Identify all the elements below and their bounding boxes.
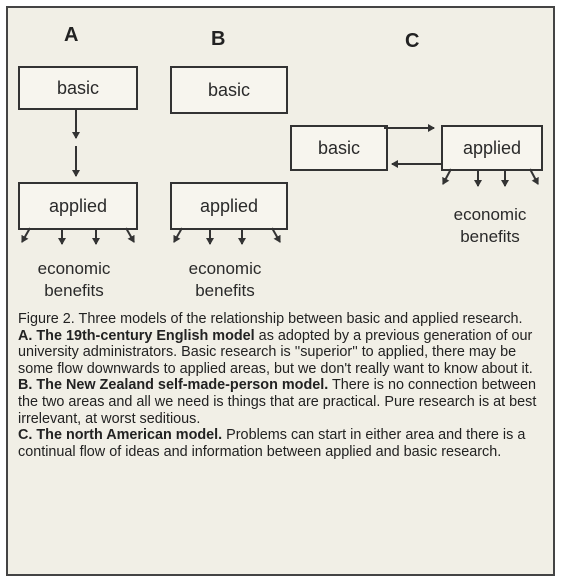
panel-c-benefit-arrow-1 <box>443 169 451 184</box>
caption-item-b-heading: B. The New Zealand self-made-person model. <box>18 377 329 394</box>
panel-label-b: B <box>211 28 226 50</box>
panel-c-benefits-line2: benefits <box>460 227 520 246</box>
panel-b-benefit-arrow-1 <box>174 228 182 242</box>
panel-a-applied-box: applied <box>18 182 138 230</box>
caption-item-c-heading: C. The north American model. <box>18 427 223 444</box>
panel-a-benefit-arrow-4 <box>126 228 134 242</box>
panel-a-benefits-line2: benefits <box>44 281 104 300</box>
panel-c-benefits-line1: economic <box>453 205 527 224</box>
panel-b-applied-box: applied <box>170 182 288 230</box>
panel-b-benefit-arrow-4 <box>272 228 280 242</box>
panel-label-a: A <box>64 24 79 46</box>
caption-intro <box>18 311 541 328</box>
panel-c-benefit-arrow-4 <box>530 169 538 184</box>
panel-a-benefits-line1: economic <box>37 259 111 278</box>
panel-a-basic-box: basic <box>18 66 138 110</box>
caption-item-b-text: There is no connection between the two areas and all we need is things that are practical. Pure research is at best irrelevant, at worst seditious. <box>18 377 537 427</box>
caption-intro-text: Three models of the relationship between basic and applied research. <box>74 311 523 327</box>
caption-item-b <box>18 377 541 427</box>
caption-item-c <box>18 427 541 460</box>
panel-b-basic-box: basic <box>170 66 288 114</box>
panel-c-basic-box: basic <box>290 125 388 171</box>
figure-caption <box>18 311 541 460</box>
caption-item-a-text: as adopted by a previous generation of our university administrators. Basic research is ''superior'' to applied, there may be some flow downwards to applied areas, but we don't really want to know about it. <box>18 327 533 377</box>
panel-c-applied-box: applied <box>441 125 543 171</box>
panel-label-c: C <box>405 30 420 52</box>
caption-item-a <box>18 328 541 378</box>
panel-b-benefits-line2: benefits <box>195 281 255 300</box>
caption-item-c-text: Problems can start in either area and there is a continual flow of ideas and information between applied and basic research. <box>18 427 526 460</box>
caption-title: Figure 2. <box>18 311 75 327</box>
caption-item-a-heading: A. The 19th-century English model <box>18 327 255 344</box>
panel-a-benefit-arrow-1 <box>22 228 30 242</box>
panel-b-benefits-line1: economic <box>188 259 262 278</box>
